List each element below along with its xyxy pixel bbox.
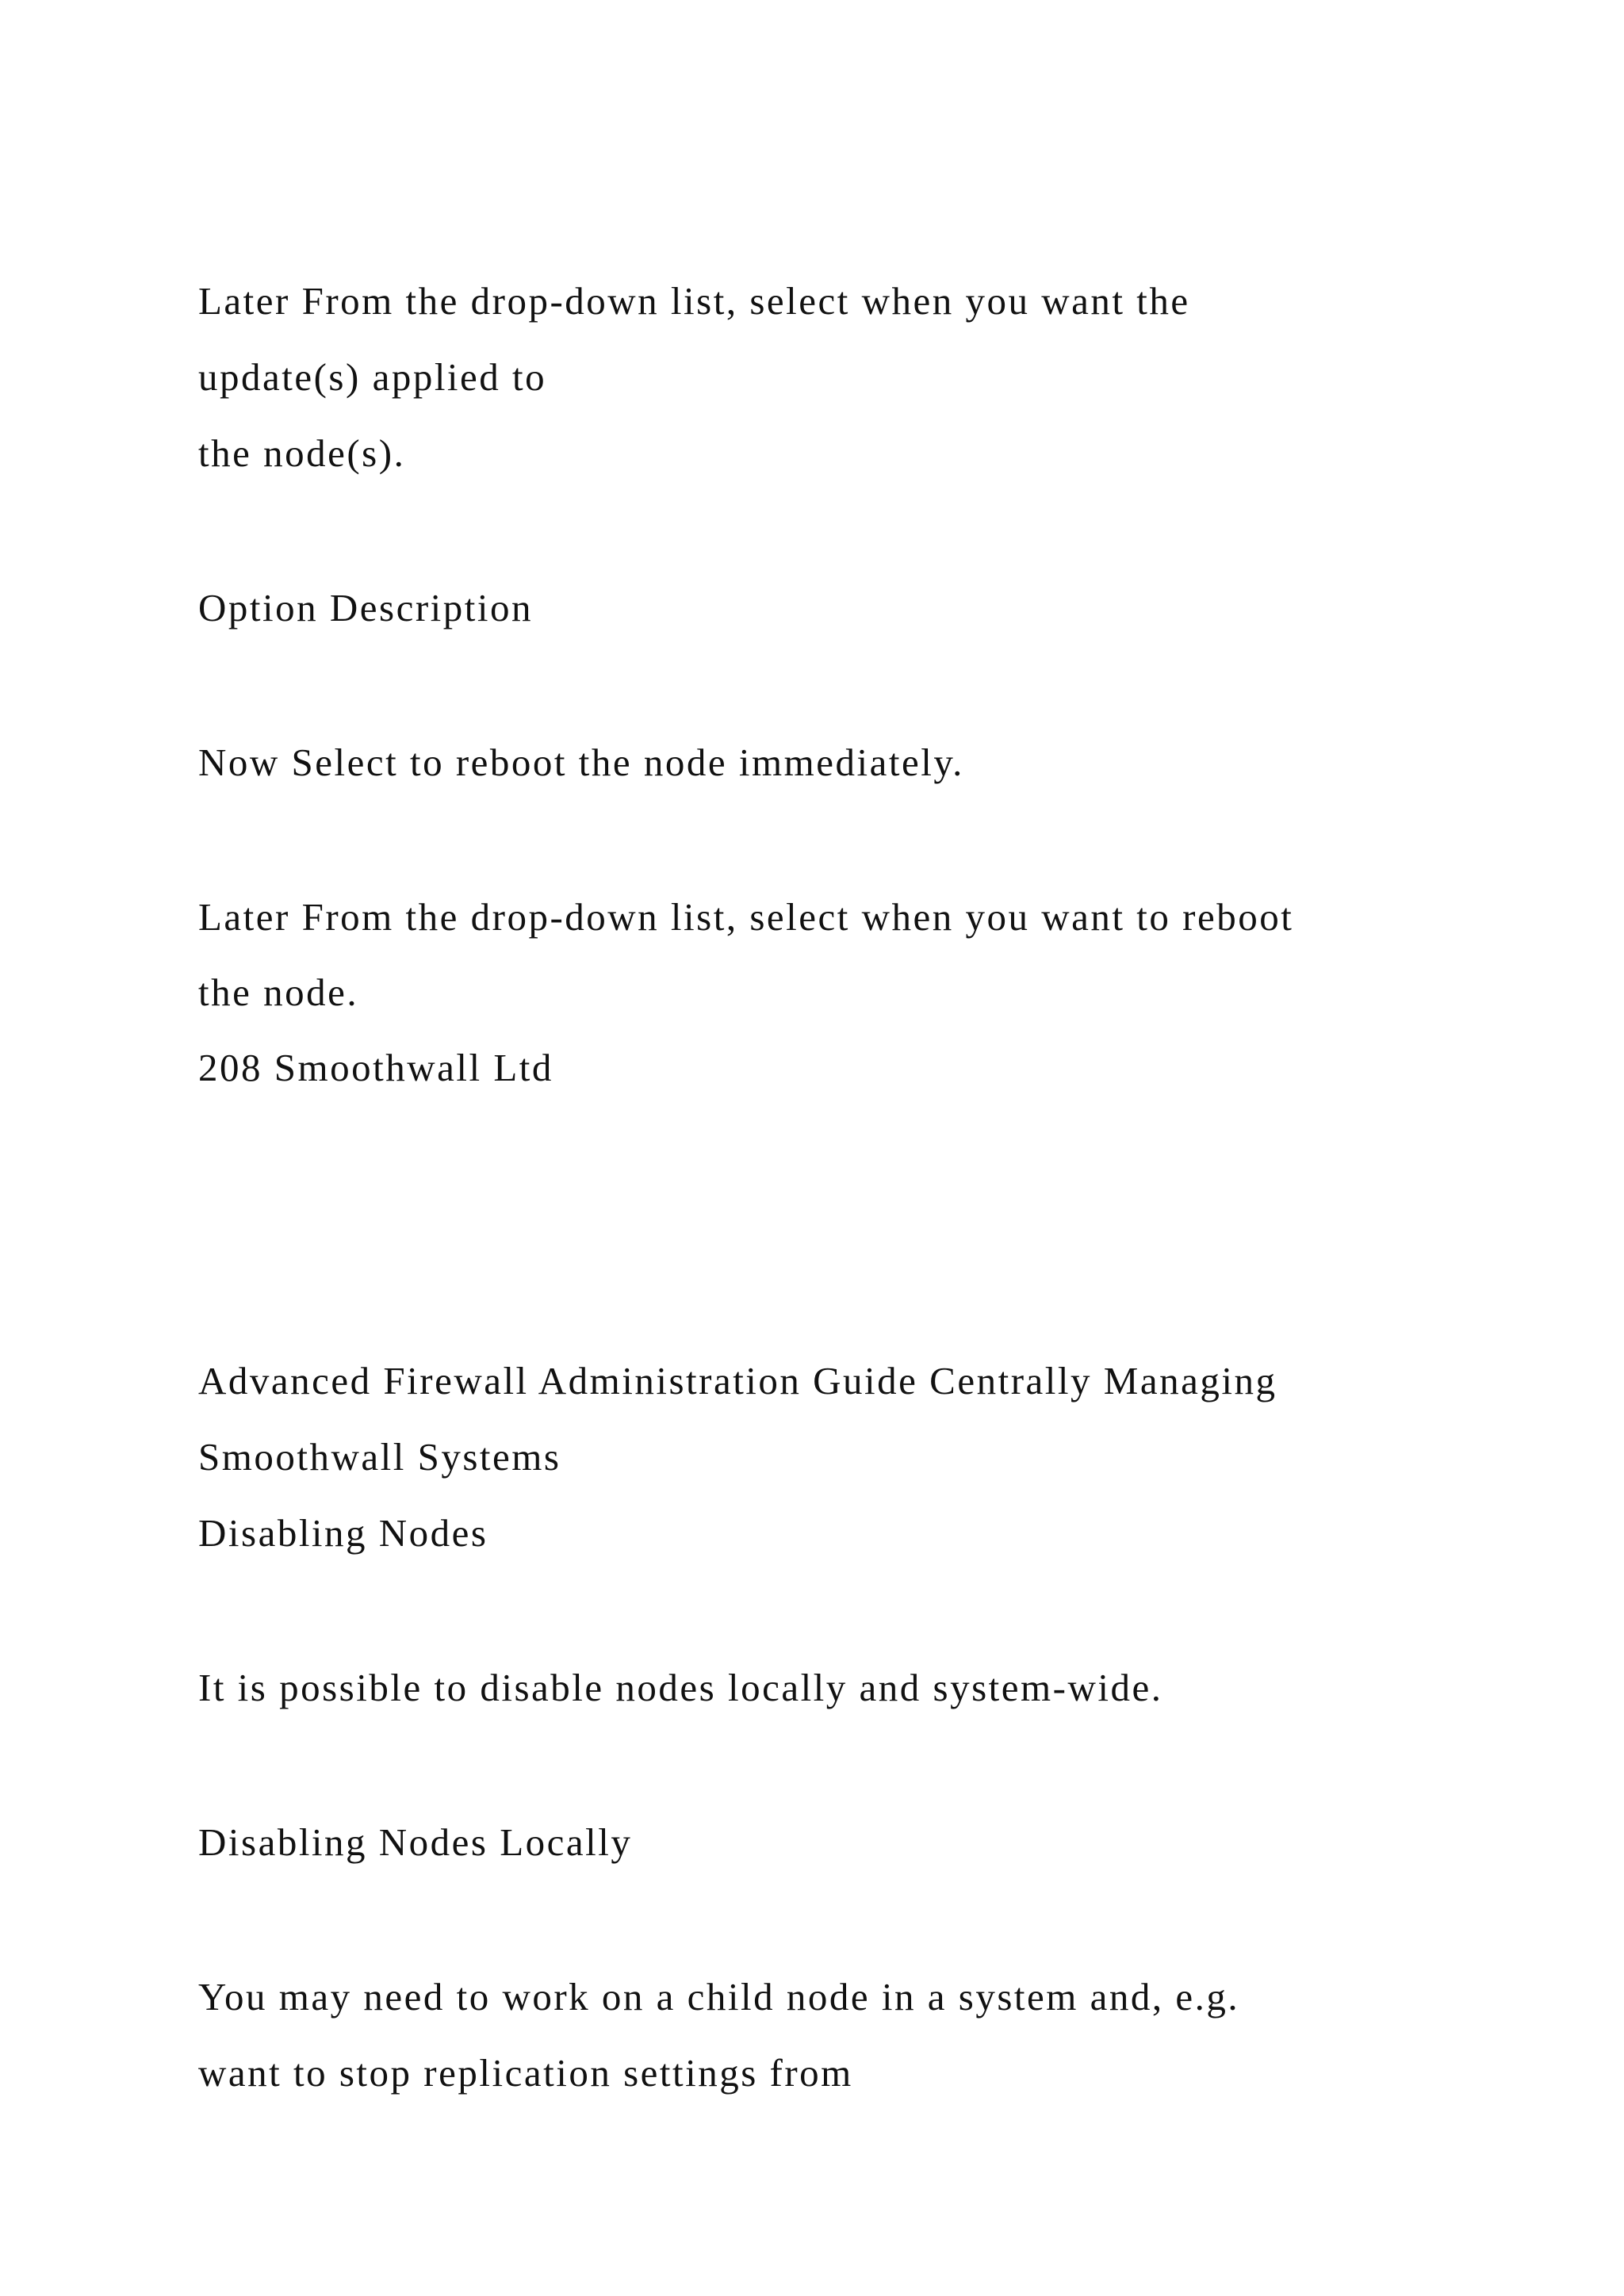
page-header: Smoothwall Systems: [198, 1435, 561, 1479]
text-line: the node(s).: [198, 431, 406, 475]
text-line: the node.: [198, 970, 359, 1014]
text-line: Later From the drop-down list, select when you want to reboot: [198, 895, 1294, 939]
text-line: It is possible to disable nodes locally and system-wide.: [198, 1666, 1163, 1709]
section-heading: Disabling Nodes Locally: [198, 1820, 633, 1864]
text-line: Later From the drop-down list, select when you want the: [198, 279, 1190, 323]
text-line: update(s) applied to: [198, 355, 547, 399]
page-header: Advanced Firewall Administration Guide Centrally Managing: [198, 1359, 1277, 1402]
text-line: Now Select to reboot the node immediately.: [198, 740, 964, 784]
text-line: You may need to work on a child node in a system and, e.g.: [198, 1975, 1240, 2019]
page-footer: 208 Smoothwall Ltd: [198, 1046, 553, 1089]
section-heading: Disabling Nodes: [198, 1511, 488, 1555]
text-line: want to stop replication settings from: [198, 2051, 853, 2095]
section-heading: Option Description: [198, 586, 533, 629]
